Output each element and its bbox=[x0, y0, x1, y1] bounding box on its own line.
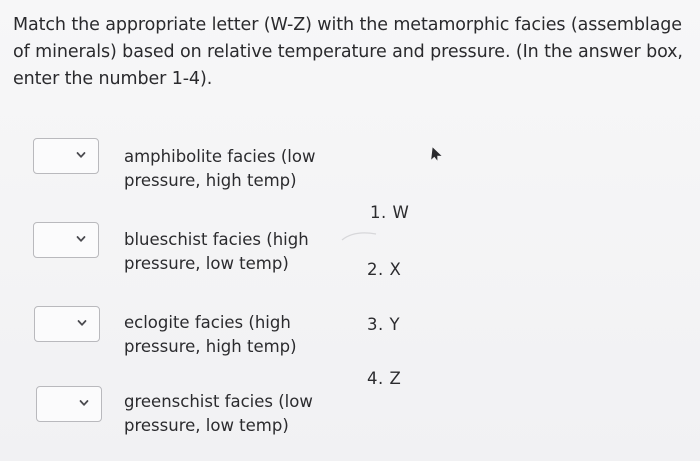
match-row-blueschist bbox=[0, 220, 340, 280]
match-row-greenschist bbox=[0, 384, 340, 444]
term-line: eclogite facies (high bbox=[124, 313, 291, 332]
answer-dropdown-2[interactable] bbox=[33, 222, 99, 258]
term-line: blueschist facies (high bbox=[124, 230, 309, 249]
answer-dropdown-4[interactable] bbox=[36, 386, 102, 422]
term-line: amphibolite facies (low bbox=[124, 147, 316, 166]
question-text: Match the appropriate letter (W-Z) with the metamorphic facies (assemblage of minerals) based on relative temperature and pressure. (In the answer box, enter the number 1-4). bbox=[13, 15, 683, 89]
term-blueschist bbox=[124, 228, 334, 276]
term-line: pressure, low temp) bbox=[124, 416, 289, 435]
term-line: pressure, high temp) bbox=[124, 337, 297, 356]
term-amphibolite bbox=[124, 145, 334, 193]
term-line: pressure, low temp) bbox=[124, 254, 289, 273]
chevron-down-icon bbox=[79, 399, 89, 407]
term-line: pressure, high temp) bbox=[124, 171, 297, 190]
answer-choice-2: 2. X bbox=[367, 260, 402, 279]
chevron-down-icon bbox=[76, 235, 86, 243]
match-row-amphibolite bbox=[0, 135, 340, 195]
answer-dropdown-1[interactable] bbox=[33, 138, 99, 174]
match-row-eclogite bbox=[0, 304, 340, 364]
answer-choice-3: 3. Y bbox=[367, 315, 401, 334]
term-greenschist bbox=[124, 390, 334, 438]
faint-mark-icon bbox=[340, 228, 380, 242]
chevron-down-icon bbox=[76, 151, 86, 159]
answer-dropdown-3[interactable] bbox=[34, 306, 100, 342]
chevron-down-icon bbox=[77, 319, 87, 327]
answer-choice-4: 4. Z bbox=[367, 369, 402, 388]
term-eclogite bbox=[124, 311, 334, 359]
mouse-cursor-icon bbox=[428, 146, 442, 162]
answer-choice-1: 1. W bbox=[370, 203, 410, 222]
term-line: greenschist facies (low bbox=[124, 392, 313, 411]
